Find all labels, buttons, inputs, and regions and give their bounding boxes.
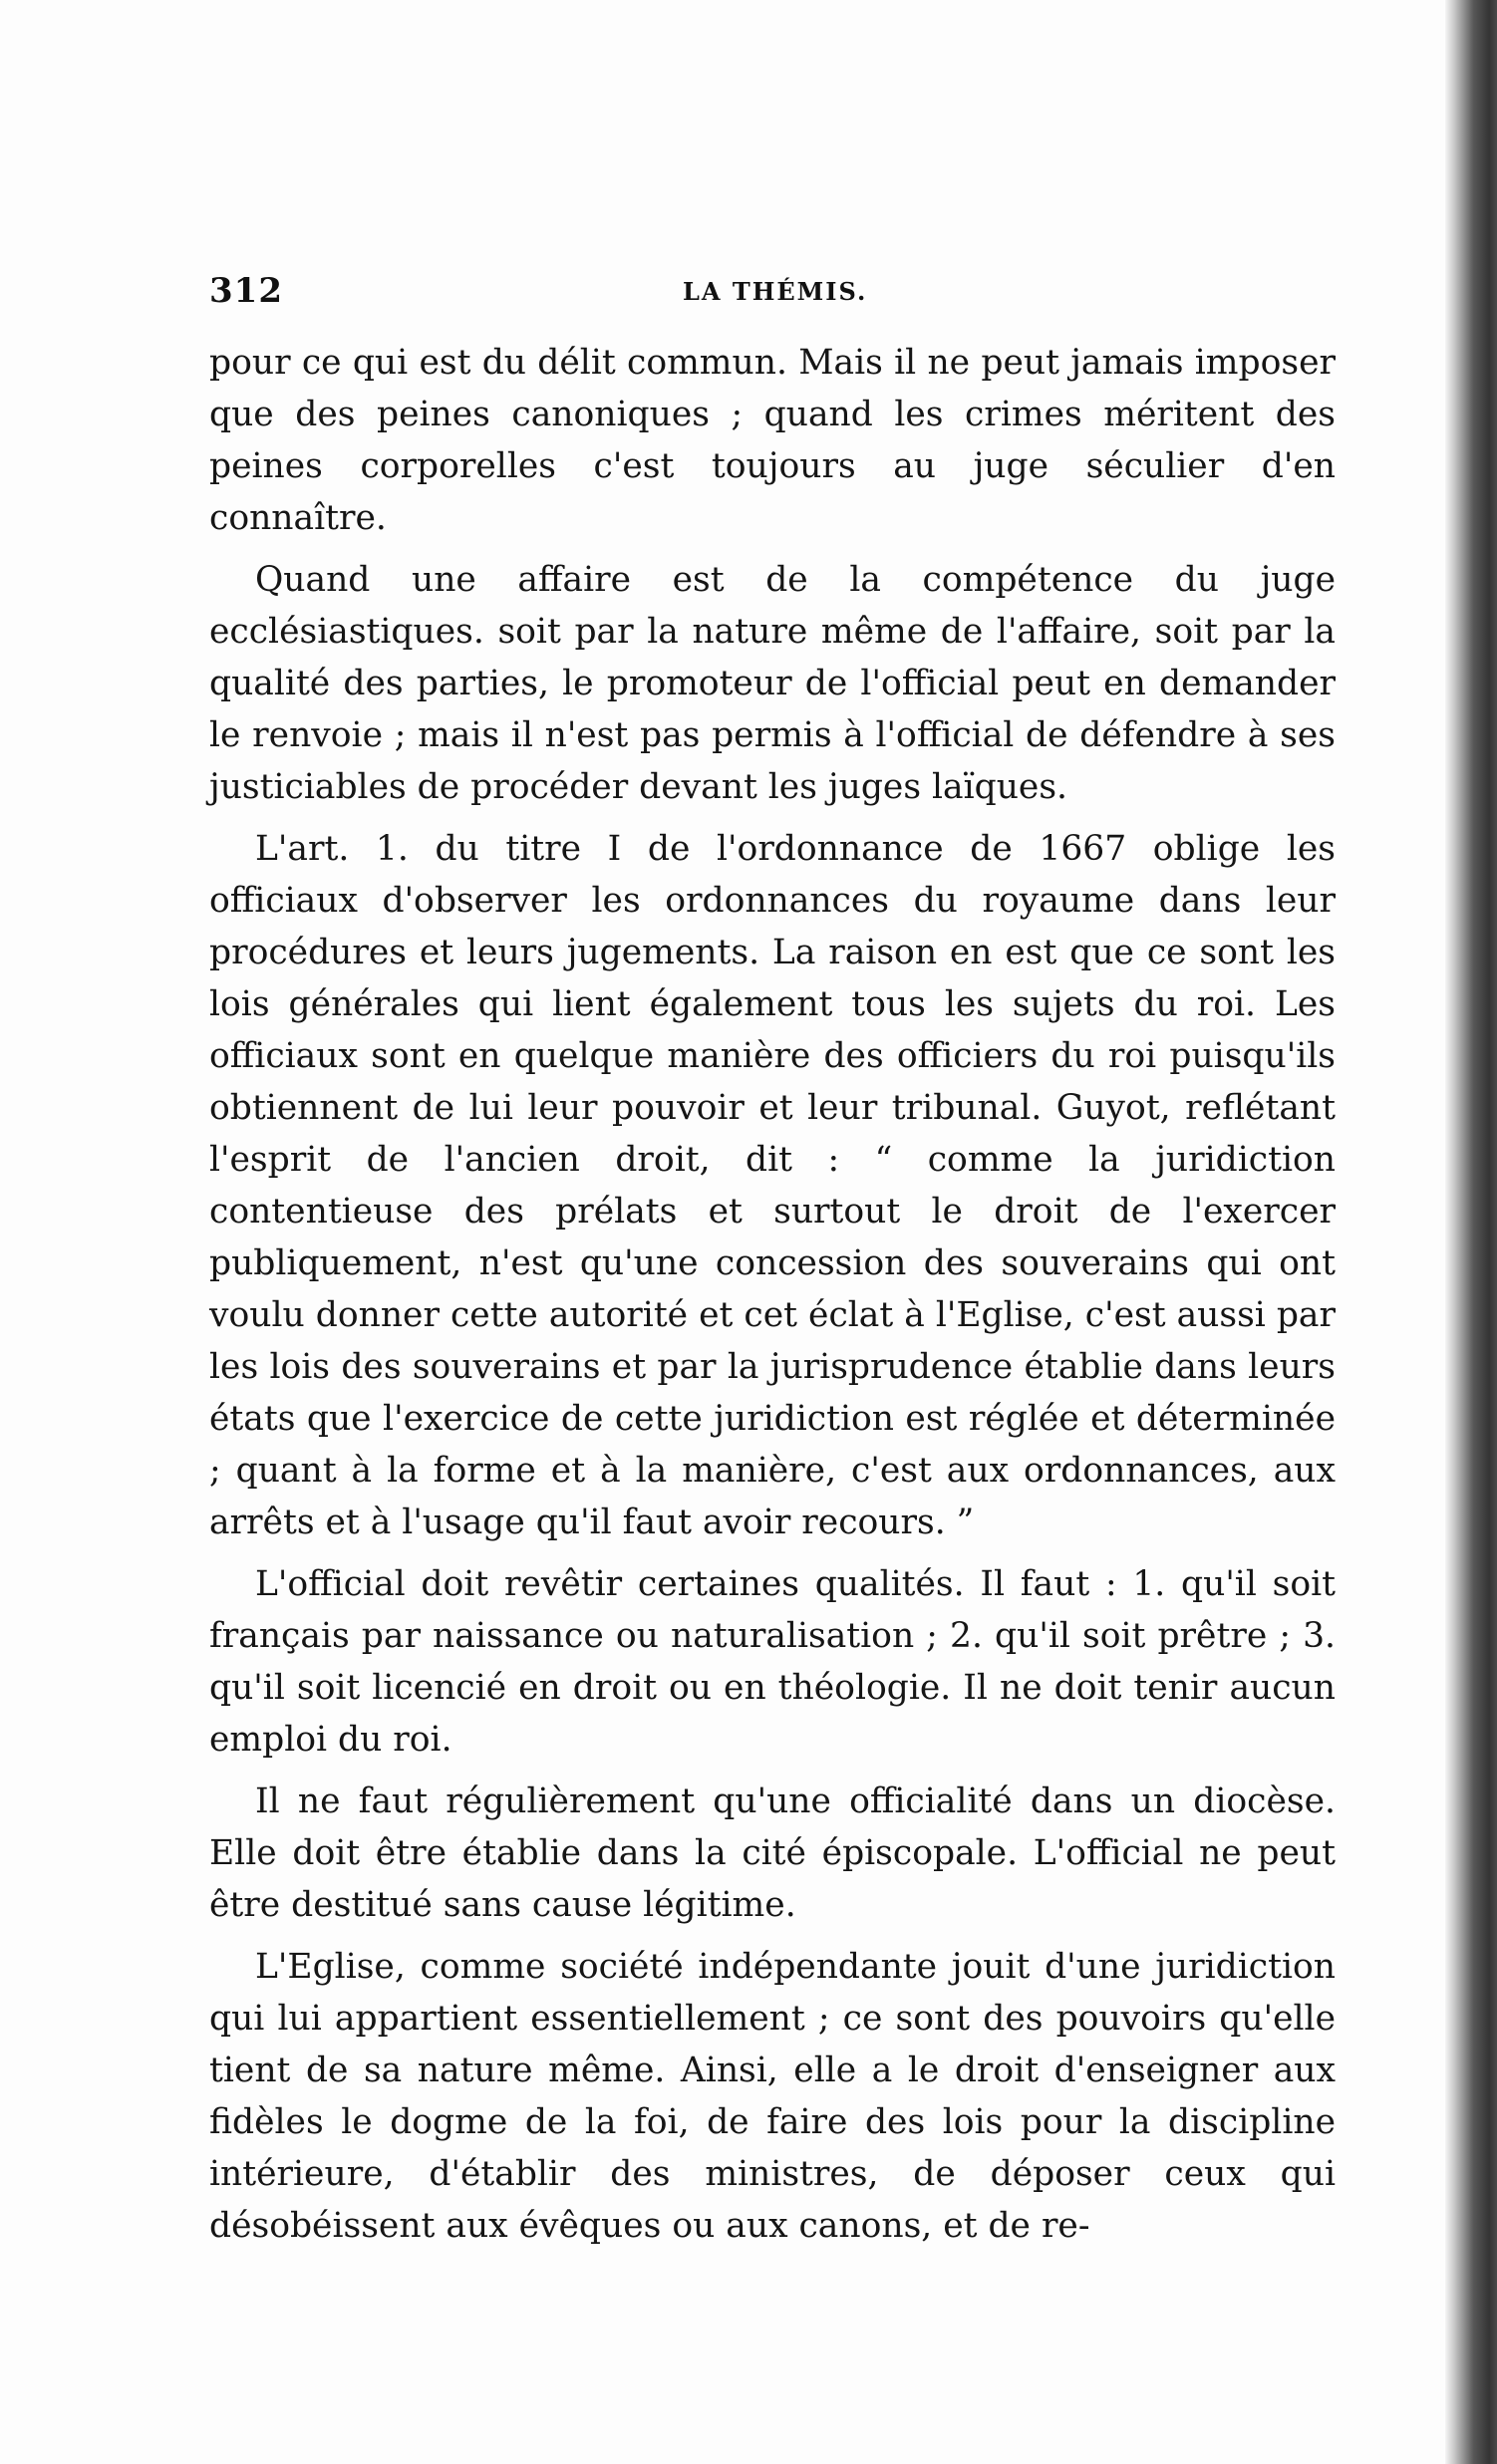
journal-title: LA THÉMIS. xyxy=(683,277,868,306)
paragraph-5: Il ne faut régulièrement qu'une officialité dans un diocèse. Elle doit être établie dans la cité épiscopale. L'official ne peut être destitué sans cause légitime. xyxy=(209,1781,1336,1925)
paragraph-4: L'official doit revêtir certaines qualités. Il faut : 1. qu'il soit français par naissance ou naturalisation ; 2. qu'il soit prêtre ; 3. qu'il soit licencié en droit ou en théologie. Il ne doit tenir aucun emploi du roi. xyxy=(209,1564,1336,1760)
paragraph-6: L'Eglise, comme société indépendante jouit d'une juridiction qui lui appartient essentiellement ; ce sont des pouvoirs qu'elle tient de sa nature même. Ainsi, elle a le droit d'enseigner aux fidèles le dogme de la foi, de faire des lois pour la discipline intérieure, d'établir des ministres, de déposer ceux qui désobéissent aux évêques ou aux canons, et de re- xyxy=(209,1947,1336,2246)
page-number: 312 xyxy=(209,271,283,311)
running-head xyxy=(209,271,1346,311)
paragraph-3: L'art. 1. du titre I de l'ordonnance de 1667 oblige les officiaux d'observer les ordonnances du royaume dans leur procédures et leurs jugements. La raison en est que ce sont les lois générales qui lient également tous les sujets du roi. Les officiaux sont en quelque manière des officiers du roi puisqu'ils obtiennent de lui leur pouvoir et leur tribunal. Guyot, reflétant l'esprit de l'ancien droit, dit : “ comme la juridiction contentieuse des prélats et surtout le droit de l'exercer publiquement, n'est qu'une concession des souverains qui ont voulu donner cette autorité et cet éclat à l'Eglise, c'est aussi par les lois des souverains et par la jurisprudence établie dans leurs états que l'exercice de cette juridiction est réglée et déterminée ; quant à la forme et à la manière, c'est aux ordonnances, aux arrêts et à l'usage qu'il faut avoir recours. ” xyxy=(209,829,1336,1542)
body-text xyxy=(209,337,1336,2262)
scan-edge-shadow xyxy=(1445,0,1497,2464)
paragraph-2: Quand une affaire est de la compétence du juge ecclésiastiques. soit par la nature même de l'affaire, soit par la qualité des parties, le promoteur de l'official peut en demander le renvoie ; mais il n'est pas permis à l'official de défendre à ses justiciables de procéder devant les juges laïques. xyxy=(209,560,1336,807)
paragraph-1: pour ce qui est du délit commun. Mais il ne peut jamais imposer que des peines canoniques ; quand les crimes méritent des peines corporelles c'est toujours au juge séculier d'en connaître. xyxy=(209,343,1336,538)
